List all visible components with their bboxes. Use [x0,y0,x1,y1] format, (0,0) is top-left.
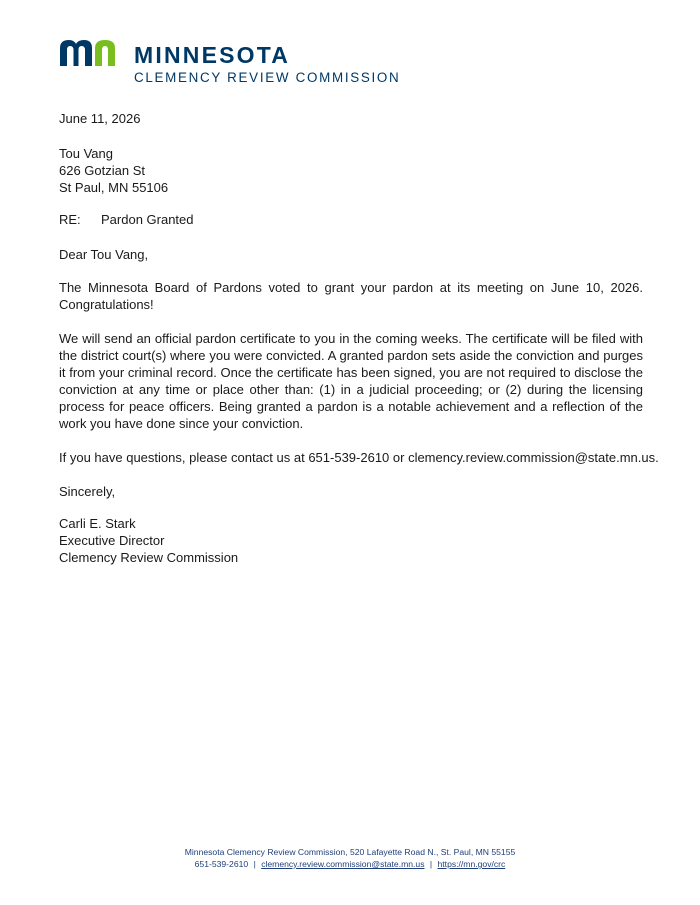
paragraph-decision: The Minnesota Board of Pardons voted to grant your pardon at its meeting on June 10, 2026. Congratulations! [59,280,643,312]
paragraph-contact: If you have questions, please contact us at 651-539-2610 or clemency.review.commission@state.mn.us. [59,450,659,465]
subject-text: Pardon Granted [101,212,194,227]
signature-block [59,515,643,566]
footer-separator: | [253,859,256,869]
closing: Sincerely, [59,484,116,499]
subject-line [59,211,643,228]
recipient-city-state-zip: St Paul, MN 55106 [59,180,169,195]
recipient-address [59,145,643,196]
signer-title: Executive Director [59,533,165,548]
letter-date: June 11, 2026 [59,111,141,126]
letterhead [60,38,460,90]
agency-name: CLEMENCY REVIEW COMMISSION [134,70,401,85]
footer-website-link[interactable]: https://mn.gov/crc [437,859,506,869]
recipient-name: Tou Vang [59,146,113,161]
minnesota-logo-icon [60,40,122,66]
footer [0,846,700,870]
paragraph-certificate: We will send an official pardon certificate to you in the coming weeks. The certificate will be filed with the district court(s) where you were convicted. A granted pardon sets aside the conviction and purges it from your criminal record. Once the certificate has been signed, you are not required to disclose the conviction at any time or place other than: (1) in a judicial proceeding; or (2) during the licensing process for peace officers. Being granted a pardon is a notable achievement and a reflection of the work you have done since your conviction. [59,331,643,431]
footer-phone: 651-539-2610 [194,859,249,869]
footer-address: Minnesota Clemency Review Commission, 520 Lafayette Road N., St. Paul, MN 55155 [184,847,516,857]
signer-name: Carli E. Stark [59,516,136,531]
footer-separator: | [429,859,433,869]
subject-label: RE: [59,212,81,227]
salutation: Dear Tou Vang, [59,247,149,262]
signer-organization: Clemency Review Commission [59,550,239,565]
footer-contact-line [0,858,700,870]
recipient-street: 626 Gotzian St [59,163,145,178]
footer-email-link[interactable]: clemency.review.commission@state.mn.us [261,859,425,869]
state-name: MINNESOTA [134,42,291,68]
